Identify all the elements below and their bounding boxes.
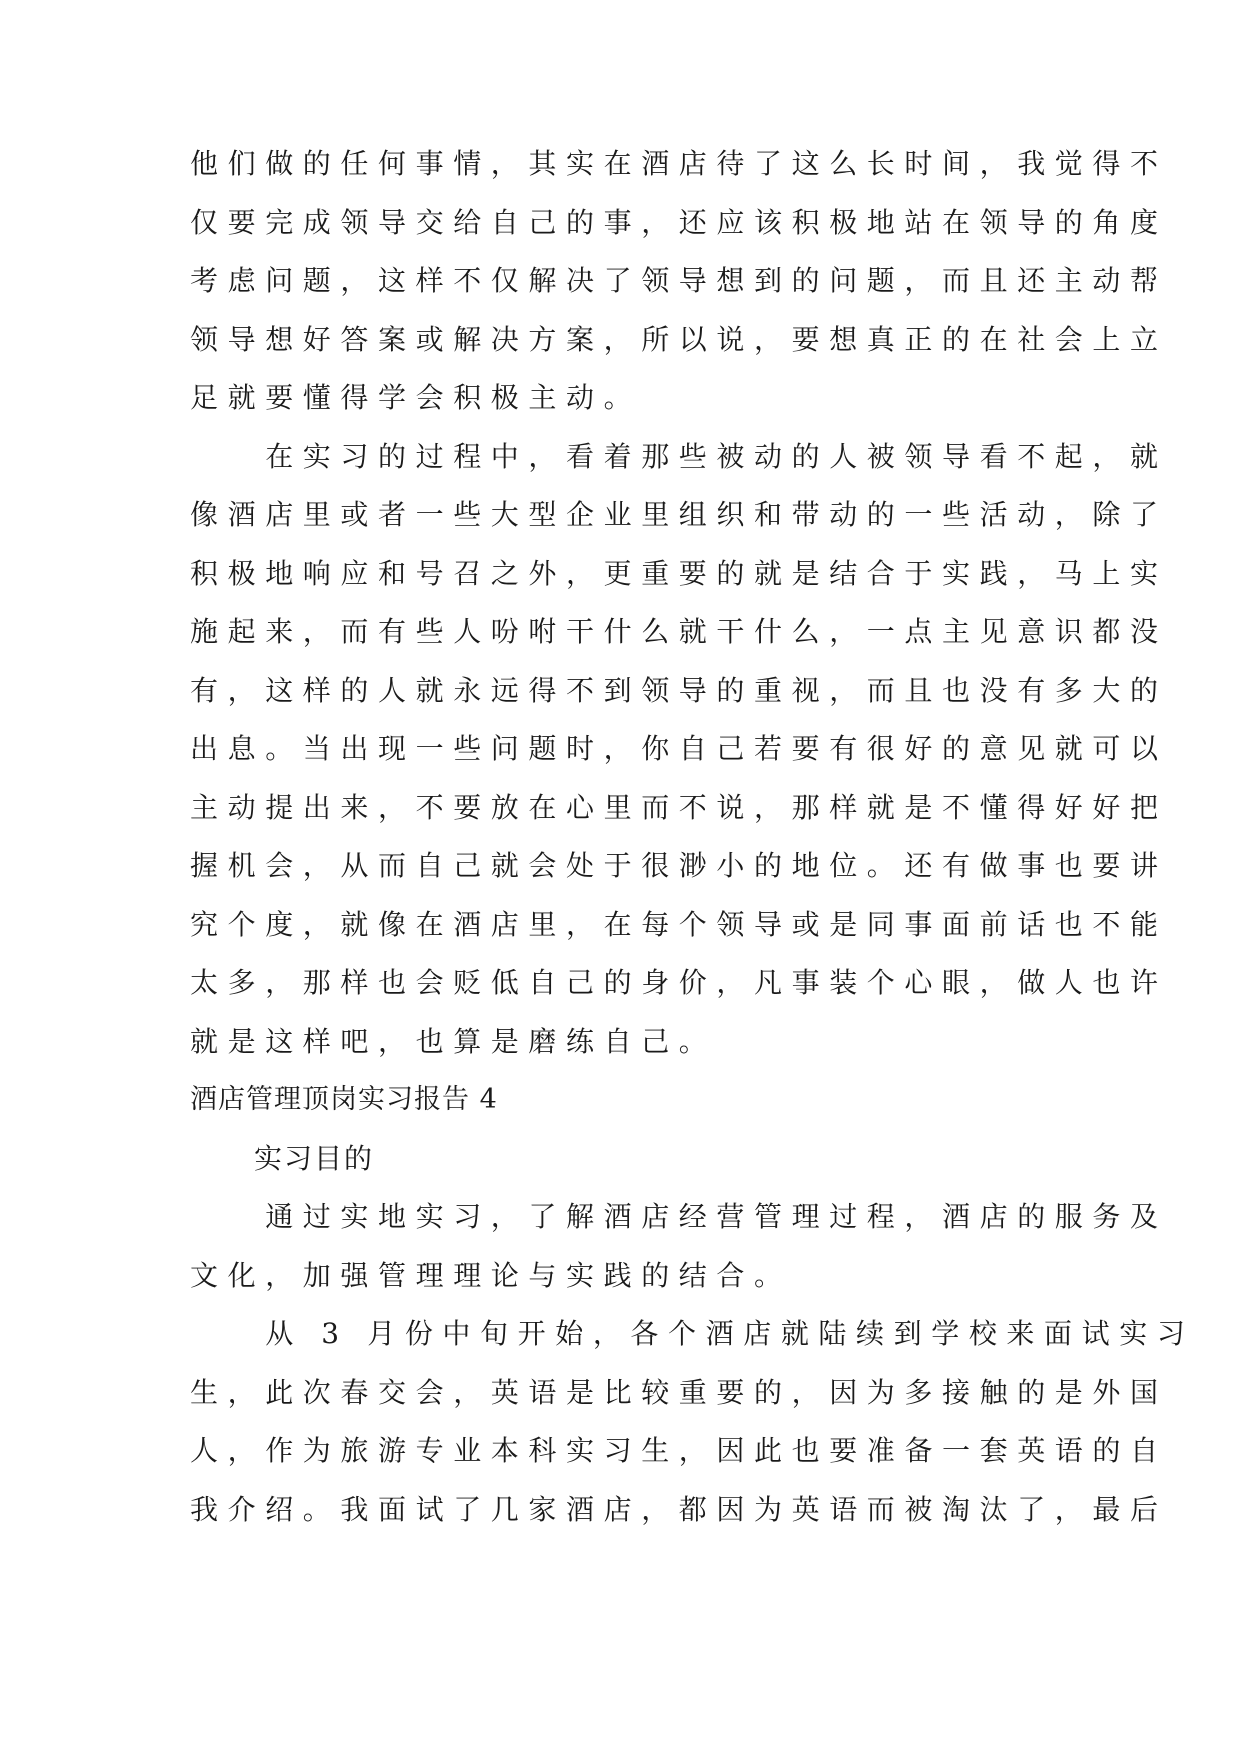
section-heading: 酒店管理顶岗实习报告 4 xyxy=(190,1084,498,1115)
text-line: 仅要完成领导交给自己的事，还应该积极地站在领导的角度 xyxy=(190,205,1168,239)
document-body xyxy=(190,135,1195,1539)
text-line: 领导想好答案或解决方案，所以说，要想真正的在社会上立 xyxy=(190,322,1168,356)
text-line: 究个度，就像在酒店里，在每个领导或是同事面前话也不能 xyxy=(190,907,1168,941)
text-line: 就是这样吧，也算是磨练自己。 xyxy=(190,1024,717,1058)
text-line: 生，此次春交会，英语是比较重要的，因为多接触的是外国 xyxy=(190,1375,1168,1409)
text-line: 人，作为旅游专业本科实习生，因此也要准备一套英语的自 xyxy=(190,1434,1168,1467)
text-line: 考虑问题，这样不仅解决了领导想到的问题，而且还主动帮 xyxy=(190,264,1168,297)
text-line: 文化，加强管理理论与实践的结合。 xyxy=(190,1258,792,1292)
text-line: 足就要懂得学会积极主动。 xyxy=(190,381,642,414)
subsection-heading: 实习目的 xyxy=(254,1141,375,1175)
text-line: 施起来，而有些人吩咐干什么就干什么，一点主见意识都没 xyxy=(190,615,1168,648)
text-line: 他们做的任何事情，其实在酒店待了这么长时间，我觉得不 xyxy=(190,147,1168,180)
text-line: 有，这样的人就永远得不到领导的重视，而且也没有多大的 xyxy=(190,673,1168,707)
text-line: 从 3 月份中旬开始，各个酒店就陆续到学校来面试实习 xyxy=(190,1317,1195,1350)
text-line: 出息。当出现一些问题时，你自己若要有很好的意见就可以 xyxy=(190,732,1168,765)
text-line: 太多，那样也会贬低自己的身价，凡事装个心眼，做人也许 xyxy=(190,966,1168,999)
text-line: 积极地响应和号召之外，更重要的就是结合于实践，马上实 xyxy=(190,556,1168,590)
text-line: 主动提出来，不要放在心里而不说，那样就是不懂得好好把 xyxy=(190,790,1168,824)
text-line: 我介绍。我面试了几家酒店，都因为英语而被淘汰了，最后 xyxy=(190,1492,1168,1526)
text-line: 通过实地实习，了解酒店经营管理过程，酒店的服务及 xyxy=(190,1200,1168,1233)
text-line: 像酒店里或者一些大型企业里组织和带动的一些活动，除了 xyxy=(190,498,1168,531)
text-line: 握机会，从而自己就会处于很渺小的地位。还有做事也要讲 xyxy=(190,849,1168,882)
text-line: 在实习的过程中，看着那些被动的人被领导看不起，就 xyxy=(190,439,1168,473)
